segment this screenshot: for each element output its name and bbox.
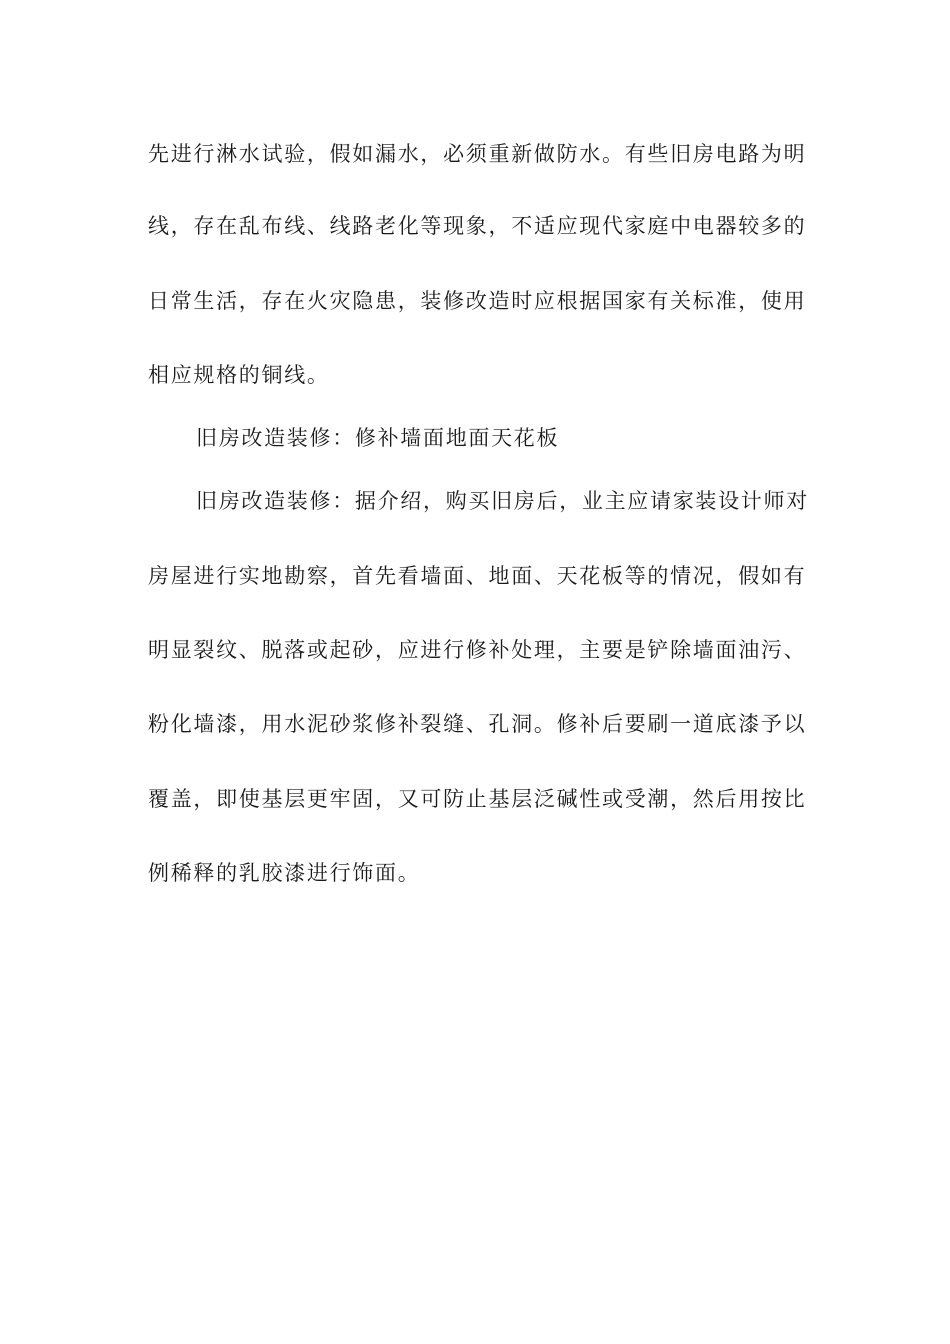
paragraph-3-line-3: 明显裂纹、脱落或起砂，应进行修补处理，主要是铲除墙面油污、 xyxy=(148,638,807,662)
paragraph-3-line-5: 覆盖，即使基层更牢固，又可防止基层泛碱性或受潮，然后用按比 xyxy=(148,787,807,811)
paragraph-1-line-4: 相应规格的铜线。 xyxy=(148,363,330,387)
paragraph-1-line-3: 日常生活，存在火灾隐患，装修改造时应根据国家有关标准，使用 xyxy=(148,289,807,313)
paragraph-1-line-2: 线，存在乱布线、线路老化等现象，不适应现代家庭中电器较多的 xyxy=(148,214,807,238)
paragraph-1-line-1: 先进行淋水试验，假如漏水，必须重新做防水。有些旧房电路为明 xyxy=(148,142,807,166)
paragraph-3-line-6: 例稀释的乳胶漆进行饰面。 xyxy=(148,861,421,885)
section-heading: 旧房改造装修：修补墙面地面天花板 xyxy=(196,426,560,450)
paragraph-3-line-4: 粉化墙漆，用水泥砂浆修补裂缝、孔洞。修补后要刷一道底漆予以 xyxy=(148,712,807,736)
paragraph-3-line-2: 房屋进行实地勘察，首先看墙面、地面、天花板等的情况，假如有 xyxy=(148,564,807,588)
paragraph-3-line-1: 旧房改造装修：据介绍，购买旧房后，业主应请家装设计师对 xyxy=(196,489,809,513)
